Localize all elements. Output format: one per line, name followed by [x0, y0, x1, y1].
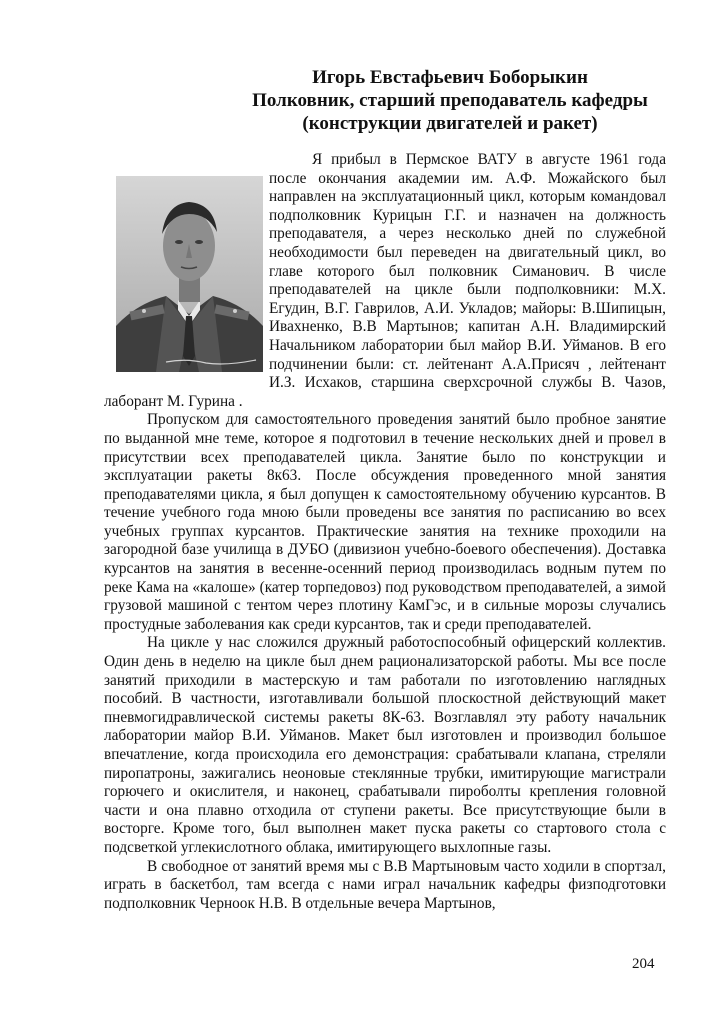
paragraph-arrival	[104, 151, 666, 411]
photo-wrap-spacer	[104, 170, 269, 376]
article-body	[104, 151, 666, 913]
paragraph-free-time: В свободное от занятий время мы с В.В Мартыновым часто ходили в спортзал, играть в баскетбол, там всегда с нами играл начальник кафедры физподготовки подполковник Черноок Н.В. В отдельные вечера Мартынов,	[104, 857, 666, 912]
paragraph-trial-lesson: Пропуском для самостоятельного проведения занятий было пробное занятие по выданной мне теме, которое я подготовил в течение нескольких дней и провел в присутствии всех преподавателей цикла. Занятие было по конструкции и эксплуатации ракеты 8к63. После обсуждения проведенного мной занятия преподавателями цикла, я был допущен к самостоятельному обучению курсантов. В течение учебного года мною были проведены все занятия по расписанию во всех учебных группах курсантов. Практические занятия на технике проходили на загородной базе училища в ДУБО (дивизион учебно-боевого обеспечения). Доставка курсантов на занятия в весенне-осенний период производилась водным путем по реке Кама на «калоше» (катер торпедовоз) под руководством преподавателей, а зимой грузовой машиной с тентом через плотину КамГэс, и в сильные морозы случались простудные заболевания как среди курсантов, так и среди преподавателей.	[104, 411, 666, 633]
page-number: 204	[632, 956, 655, 972]
author-position: Полковник, старший преподаватель кафедры	[252, 90, 648, 111]
author-name: Игорь Евстафьевич Боборыкин	[312, 67, 588, 88]
paragraph-text: Я прибыл в Пермское ВАТУ в августе 1961 года после окончания академии им. А.Ф. Можайского был направлен на эксплуатационный цикл, которым командовал подполковник Курицын Г.Г. и назначен на должность преподавателя, а через несколько дней по служебной необходимости был переведен на двигательный цикл, во главе которого был полковник Симанович. В числе преподавателей на цикле были подполковники: М.Х. Егудин, В.Г. Гаврилов, А.И. Укладов; майоры: В.Шипицын, Ивахненко, В.В Мартынов; капитан А.Н. Владимирский Начальником лаборатории был майор В.И. Уйманов. В его подчинении были: ст. лейтенант А.А.Присяч , лейтенант И.З. Исхаков, старшина сверхсрочной службы В. Чазов, лаборант М. Гурина .	[104, 151, 666, 410]
author-department: (конструкции двигателей и ракет)	[302, 113, 598, 134]
paragraph-collective: На цикле у нас сложился дружный работоспособный офицерский коллектив. Один день в неделю на цикле был днем рационализаторской работы. Мы все после занятий приходили в мастерскую и там работали по изготовлению наглядных пособий. В частности, изготавливали большой плоскостной действующий макет пневмогидравлической системы ракеты 8К-63. Возглавлял эту работу начальник лаборатории майор В.И. Уйманов. Макет был изготовлен и производил большое впечатление, когда происходила его демонстрация: срабатывали клапана, стреляли пиропатроны, зажигались неоновые стеклянные трубки, имитирующие магистрали горючего и окислителя, и наконец, срабатывали пироболты крепления головной части и она плавно отходила от ступени ракеты. Все присутствующие были в восторге. Кроме того, был выполнен макет пуска ракеты со стартового стола с подсветкой углекислотного облака, имитирующего выхлопные газы.	[104, 634, 666, 856]
article-header	[230, 66, 670, 135]
